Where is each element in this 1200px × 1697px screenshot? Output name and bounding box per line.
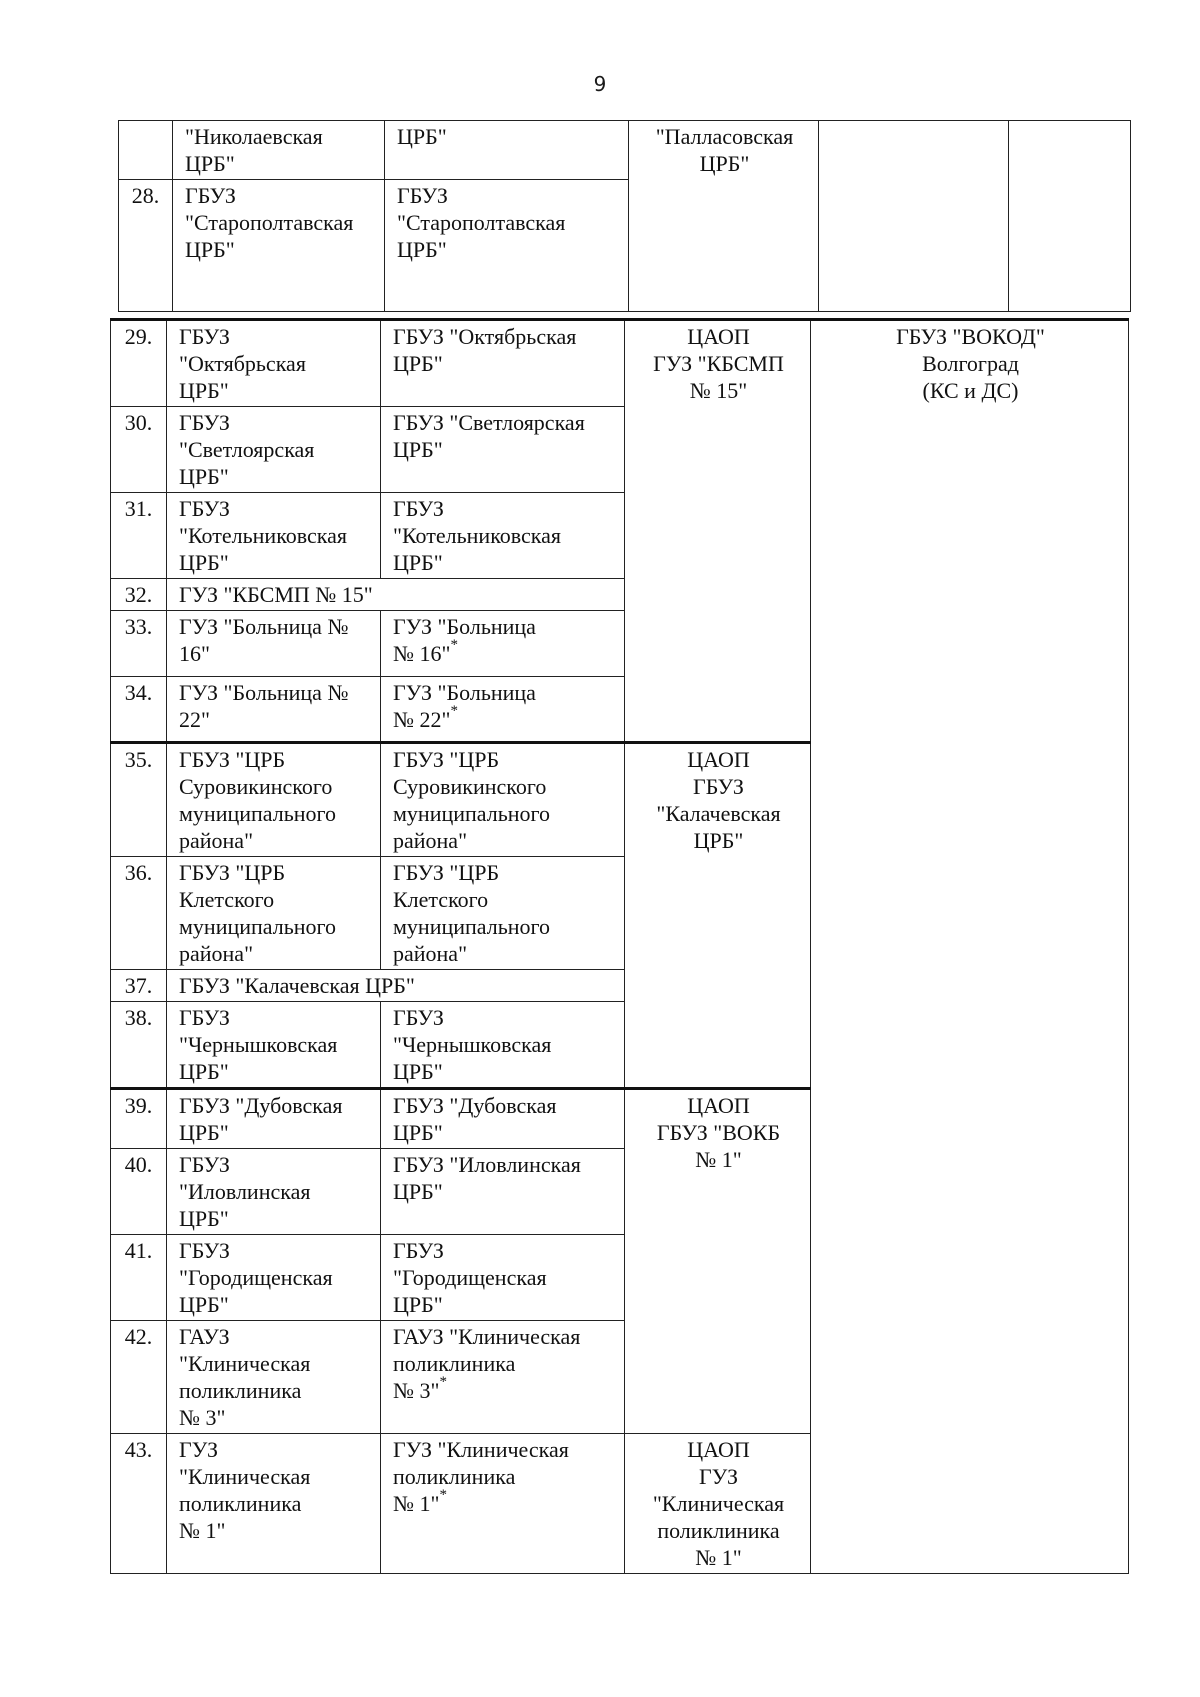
org-cell: ГБУЗ "Чернышковская ЦРБ" [381,1002,625,1089]
row-number: 37. [111,970,167,1002]
org-cell: ГБУЗ "Городищенская ЦРБ" [381,1235,625,1321]
row-number: 42. [111,1321,167,1434]
row-number: 41. [111,1235,167,1321]
asterisk-mark: * [439,1374,447,1390]
row-number: 31. [111,493,167,579]
org-cell: ГБУЗ "Котельниковская ЦРБ" [381,493,625,579]
asterisk-mark: * [450,703,458,719]
org-cell: ГУЗ "Больница № 22"* [381,677,625,743]
center-cell: ЦАОП ГБУЗ "ВОКБ № 1" [625,1089,811,1434]
right-center-cell: ГБУЗ "ВОКОД" Волгоград (КС и ДС) [811,320,1129,1574]
org-cell: ГБУЗ "Иловлинская ЦРБ" [167,1149,381,1235]
org-cell: ГБУЗ "Иловлинская ЦРБ" [381,1149,625,1235]
row-number: 35. [111,743,167,857]
org-cell: ГУЗ "Больница № 22" [167,677,381,743]
org-cell: ГБУЗ "ЦРБ Клетского муниципального района" [381,857,625,970]
table-row [111,320,1129,407]
org-cell: ГБУЗ "Чернышковская ЦРБ" [167,1002,381,1089]
row-number: 28. [119,180,173,312]
org-cell: ГУЗ "Больница № 16" [167,611,381,677]
org-cell: ГБУЗ "Старополтавская ЦРБ" [385,180,629,312]
merged-org-cell: ГБУЗ "Калачевская ЦРБ" [167,970,625,1002]
row-number: 38. [111,1002,167,1089]
table-top-fragment [118,120,1131,312]
org-cell: ГБУЗ "Октябрьская ЦРБ" [381,320,625,407]
org-cell: ГБУЗ "Светлоярская ЦРБ" [381,407,625,493]
row-number [119,121,173,180]
org-cell: ГБУЗ "Светлоярская ЦРБ" [167,407,381,493]
row-number: 43. [111,1434,167,1574]
page-number: 9 [593,72,607,96]
merged-org-cell: ГУЗ "КБСМП № 15" [167,579,625,611]
org-cell: ГБУЗ "Октябрьская ЦРБ" [167,320,381,407]
org-cell: ГАУЗ "Клиническая поликлиника № 3" [167,1321,381,1434]
row-number: 39. [111,1089,167,1149]
empty-cell [819,121,1009,312]
org-cell: ГБУЗ "Старополтавская ЦРБ" [173,180,385,312]
row-number: 40. [111,1149,167,1235]
table-main [110,318,1129,1574]
org-cell: "Николаевская ЦРБ" [173,121,385,180]
org-cell: ГБУЗ "Дубовская ЦРБ" [167,1089,381,1149]
empty-cell [1009,121,1131,312]
row-number: 32. [111,579,167,611]
org-cell: ГУЗ "Клиническая поликлиника № 1"* [381,1434,625,1574]
org-cell: ГБУЗ "ЦРБ Суровикинского муниципального района" [167,743,381,857]
org-cell: ГУЗ "Клиническая поликлиника № 1" [167,1434,381,1574]
asterisk-mark: * [450,637,458,653]
row-number: 33. [111,611,167,677]
row-number: 34. [111,677,167,743]
org-cell: ГУЗ "Больница № 16"* [381,611,625,677]
center-cell: ЦАОП ГБУЗ "Калачевская ЦРБ" [625,743,811,1089]
asterisk-mark: * [439,1487,447,1503]
org-cell: ЦРБ" [385,121,629,180]
center-cell: ЦАОП ГУЗ "КБСМП № 15" [625,320,811,743]
org-cell: ГБУЗ "Городищенская ЦРБ" [167,1235,381,1321]
org-cell: ГБУЗ "ЦРБ Суровикинского муниципального района" [381,743,625,857]
center-cell: "Палласовская ЦРБ" [629,121,819,312]
row-number: 30. [111,407,167,493]
table-row [119,121,1131,180]
org-cell: ГАУЗ "Клиническая поликлиника № 3"* [381,1321,625,1434]
org-cell: ГБУЗ "Котельниковская ЦРБ" [167,493,381,579]
center-cell: ЦАОП ГУЗ "Клиническая поликлиника № 1" [625,1434,811,1574]
org-cell: ГБУЗ "Дубовская ЦРБ" [381,1089,625,1149]
org-cell: ГБУЗ "ЦРБ Клетского муниципального района" [167,857,381,970]
row-number: 29. [111,320,167,407]
row-number: 36. [111,857,167,970]
